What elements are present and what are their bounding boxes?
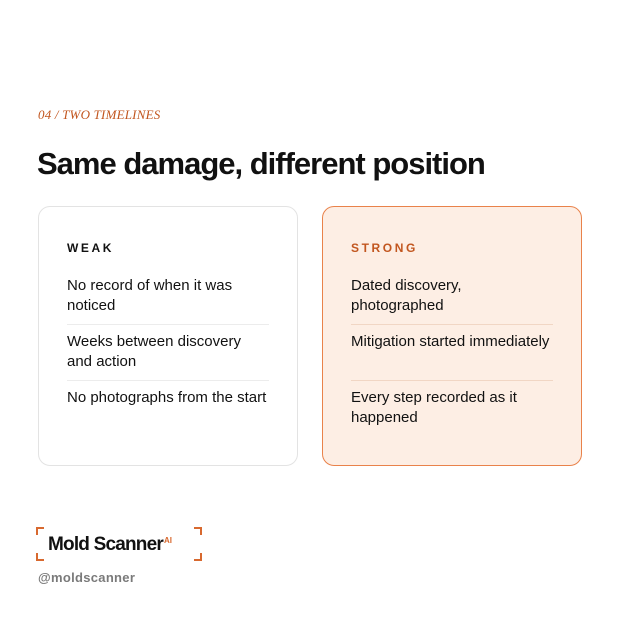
section-eyebrow: 04 / TWO TIMELINES (38, 107, 161, 122)
brand-logo (36, 527, 202, 561)
brand-name-text: Mold Scanner (48, 534, 163, 555)
weak-list-item: Weeks between discovery and action (67, 325, 269, 381)
strong-list (351, 276, 553, 436)
weak-list-item: No record of when it was noticed (67, 276, 269, 325)
strong-card (322, 206, 582, 466)
social-handle: @moldscanner (38, 570, 136, 585)
strong-card-heading: STRONG (351, 241, 418, 255)
brand-name (48, 534, 172, 556)
weak-card (38, 206, 298, 466)
strong-list-item: Mitigation started immediately (351, 325, 553, 381)
logo-corner-mark (194, 553, 202, 561)
weak-list (67, 276, 269, 436)
page-title: Same damage, different position (37, 146, 485, 181)
weak-list-item: No photographs from the start (67, 389, 267, 406)
logo-corner-mark (194, 527, 202, 535)
weak-card-heading: WEAK (67, 241, 115, 255)
strong-list-item: Every step recorded as it happened (351, 389, 517, 426)
brand-ai-suffix: AI (163, 536, 172, 545)
strong-list-item: Dated discovery, photographed (351, 276, 553, 325)
logo-corner-mark (36, 553, 44, 561)
logo-corner-mark (36, 527, 44, 535)
